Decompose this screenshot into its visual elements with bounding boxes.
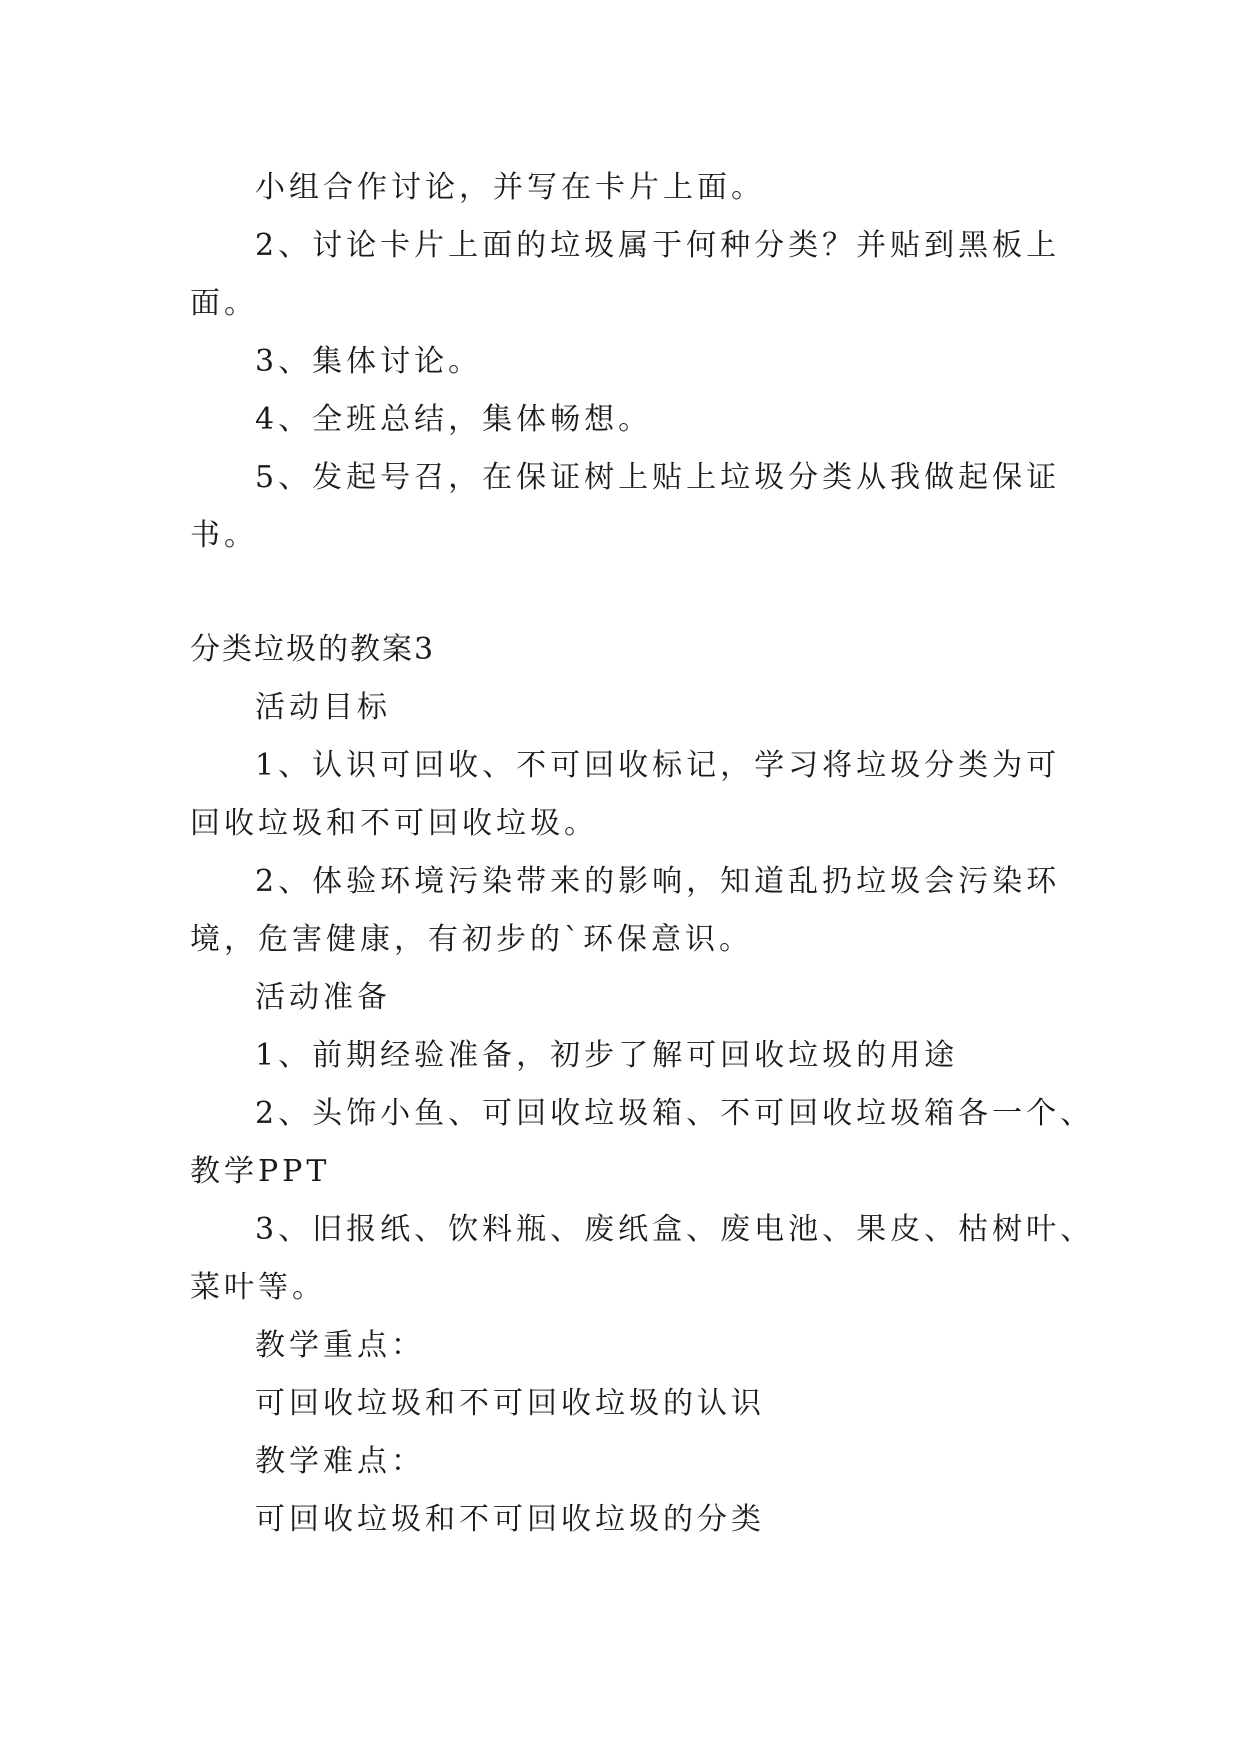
paragraph-line: 5、发起号召，在保证树上贴上垃圾分类从我做起保证 xyxy=(255,460,1061,495)
paragraph-line: 回收垃圾和不可回收垃圾。 xyxy=(190,806,598,841)
paragraph-line: 可回收垃圾和不可回收垃圾的分类 xyxy=(255,1502,765,1537)
subheading: 活动准备 xyxy=(255,980,391,1015)
paragraph-line: 教学PPT xyxy=(190,1154,331,1189)
subheading: 教学难点： xyxy=(255,1444,425,1479)
paragraph-line: 2、体验环境污染带来的影响，知道乱扔垃圾会污染环 xyxy=(255,864,1061,899)
subheading: 教学重点： xyxy=(255,1328,425,1363)
paragraph-line: 书。 xyxy=(190,518,258,553)
paragraph-line: 4、全班总结，集体畅想。 xyxy=(255,402,653,437)
paragraph-line: 1、认识可回收、不可回收标记，学习将垃圾分类为可 xyxy=(255,748,1061,783)
paragraph-line: 2、头饰小鱼、可回收垃圾箱、不可回收垃圾箱各一个、 xyxy=(255,1096,1095,1131)
subheading: 活动目标 xyxy=(255,690,391,725)
paragraph-line: 菜叶等。 xyxy=(190,1270,326,1305)
paragraph-line: 面。 xyxy=(190,286,258,321)
paragraph-line: 3、集体讨论。 xyxy=(255,344,483,379)
paragraph-line: 3、旧报纸、饮料瓶、废纸盒、废电池、果皮、枯树叶、 xyxy=(255,1212,1095,1247)
paragraph-line: 小组合作讨论，并写在卡片上面。 xyxy=(255,170,765,205)
paragraph-line: 1、前期经验准备，初步了解可回收垃圾的用途 xyxy=(255,1038,959,1073)
paragraph-line: 可回收垃圾和不可回收垃圾的认识 xyxy=(255,1386,765,1421)
paragraph-line: 境，危害健康，有初步的`环保意识。 xyxy=(190,922,753,957)
paragraph-line: 2、讨论卡片上面的垃圾属于何种分类？并贴到黑板上 xyxy=(255,228,1061,263)
section-heading: 分类垃圾的教案3 xyxy=(190,632,436,667)
